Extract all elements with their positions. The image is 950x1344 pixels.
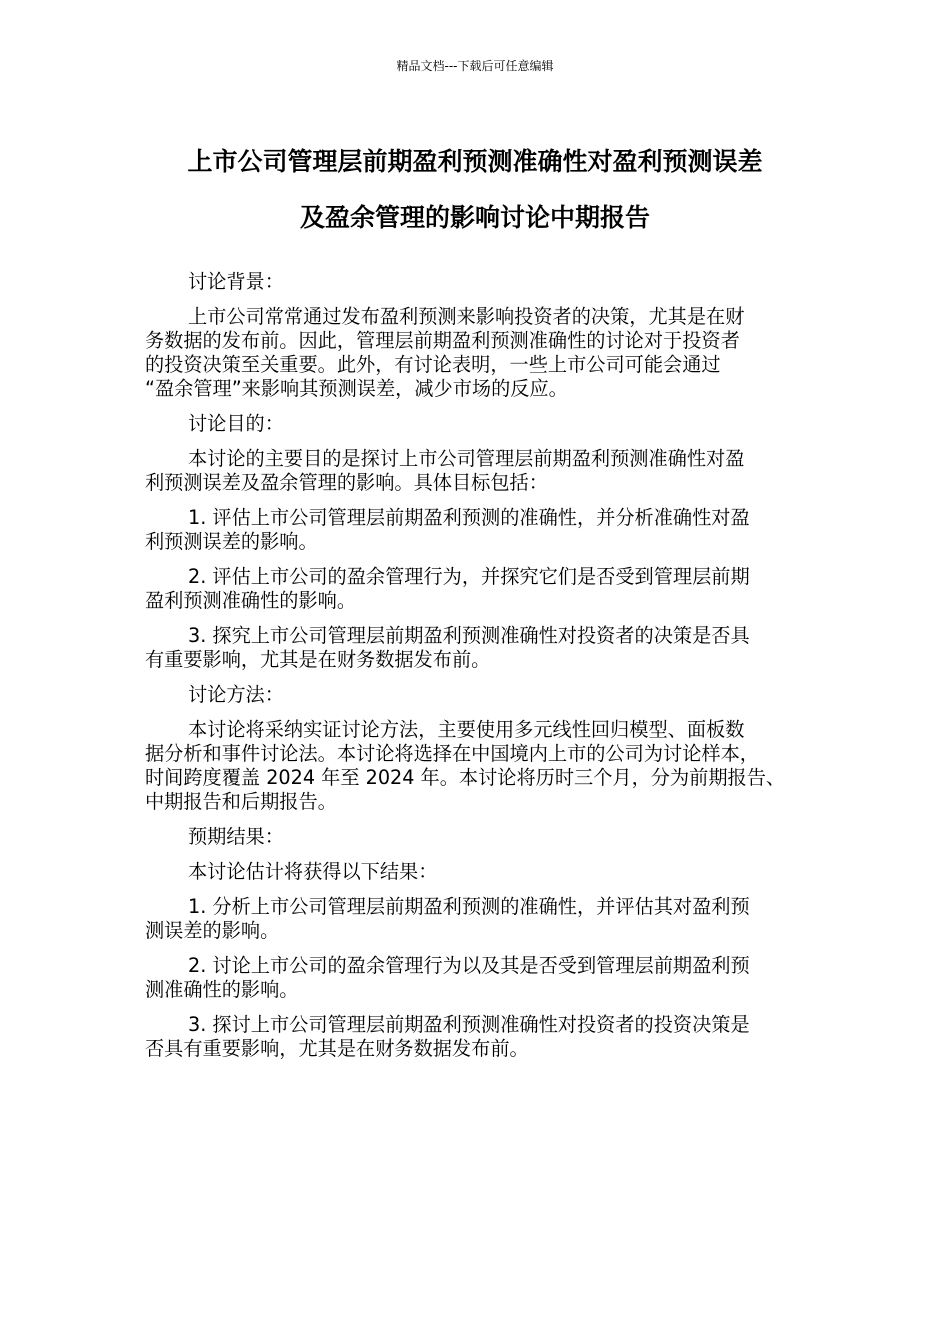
text-line: 本讨论估计将获得以下结果：	[188, 860, 438, 883]
list-item-goal-2	[145, 565, 825, 613]
text-line: 务数据的发布前。因此，管理层前期盈利预测准确性的讨论对于投资者	[145, 329, 740, 352]
text-line: 据分析和事件讨论法。本讨论将选择在中国境内上市的公司为讨论样本，	[145, 742, 759, 765]
text-line: 盈利预测准确性的影响。	[145, 589, 357, 612]
text-line: 1. 评估上市公司管理层前期盈利预测的准确性，并分析准确性对盈	[188, 506, 750, 529]
text-line: 否具有重要影响，尤其是在财务数据发布前。	[145, 1037, 529, 1060]
text-line: 讨论背景：	[188, 270, 284, 293]
list-item-goal-1	[145, 506, 825, 554]
section-heading-purpose	[145, 412, 825, 436]
text-line: 2. 评估上市公司的盈余管理行为，并探究它们是否受到管理层前期	[188, 565, 750, 588]
list-item-result-3	[145, 1013, 825, 1061]
title-line: 及盈余管理的影响讨论中期报告	[299, 203, 650, 232]
text-line: 上市公司常常通过发布盈利预测来影响投资者的决策，尤其是在财	[188, 305, 745, 328]
text-line: 2. 讨论上市公司的盈余管理行为以及其是否受到管理层前期盈利预	[188, 954, 750, 977]
text-line: 本讨论将采纳实证讨论方法，主要使用多元线性回归模型、面板数	[188, 718, 745, 741]
paragraph-method	[145, 718, 825, 814]
text-line: 中期报告和后期报告。	[145, 790, 337, 813]
text-line: 有重要影响，尤其是在财务数据发布前。	[145, 648, 491, 671]
paragraph-purpose	[145, 447, 825, 495]
text-line: 讨论目的：	[188, 412, 284, 435]
text-line: 时间跨度覆盖 2024 年至 2024 年。本讨论将历时三个月，分为前期报告、	[145, 766, 786, 789]
section-heading-background	[145, 270, 825, 294]
text-line: 的投资决策至关重要。此外，有讨论表明，一些上市公司可能会通过	[145, 353, 721, 376]
text-line: 3. 探究上市公司管理层前期盈利预测准确性对投资者的决策是否具	[188, 624, 750, 647]
document-title	[130, 134, 820, 246]
title-line: 上市公司管理层前期盈利预测准确性对盈利预测误差	[187, 147, 763, 176]
paragraph-background	[145, 305, 825, 401]
section-heading-results	[145, 825, 825, 849]
text-line: 讨论方法：	[188, 683, 284, 706]
text-line: 利预测误差的影响。	[145, 530, 318, 553]
list-item-result-1	[145, 895, 825, 943]
text-line: 利预测误差及盈余管理的影响。具体目标包括：	[145, 471, 548, 494]
text-line: 1. 分析上市公司管理层前期盈利预测的准确性，并评估其对盈利预	[188, 895, 750, 918]
text-line: 3. 探讨上市公司管理层前期盈利预测准确性对投资者的投资决策是	[188, 1013, 750, 1036]
list-item-result-2	[145, 954, 825, 1002]
text-line: 预期结果：	[188, 825, 284, 848]
text-line: 本讨论的主要目的是探讨上市公司管理层前期盈利预测准确性对盈	[188, 447, 745, 470]
text-line: 测准确性的影响。	[145, 978, 299, 1001]
section-heading-method	[145, 683, 825, 707]
document-body	[145, 270, 825, 1072]
paragraph-results	[145, 860, 825, 884]
list-item-goal-3	[145, 624, 825, 672]
text-line: “盈余管理”来影响其预测误差，减少市场的反应。	[145, 377, 568, 400]
text-line: 测误差的影响。	[145, 919, 280, 942]
page-header: 精品文档---下载后可任意编辑	[396, 59, 554, 73]
